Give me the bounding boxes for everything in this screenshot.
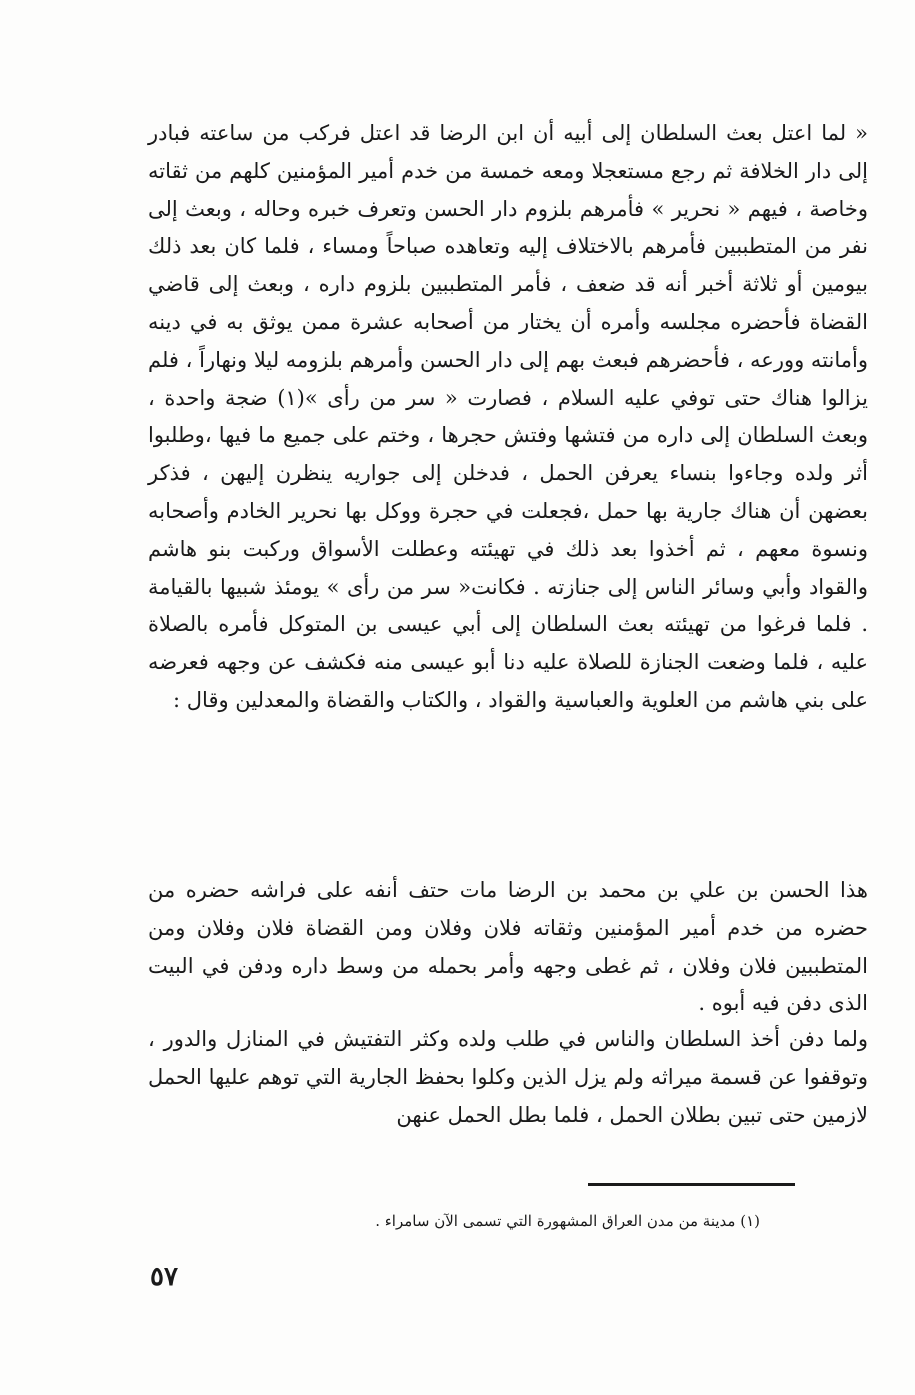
main-paragraph-3: ولما دفن أخذ السلطان والناس في طلب ولده وكثر التفتيش في المنازل والدور ، وتوقفوا عن قسمة ميراثه ولم يزل الذين وكلوا بحفظ الجارية التي توهم عليها الحمل لازمين حتى تبين بطلان الحمل ، فلما بطل الحمل عنهن xyxy=(148,1027,868,1127)
page-number: ٥٧ xyxy=(150,1262,178,1292)
main-paragraph-2: هذا الحسن بن علي بن محمد بن الرضا مات حتف أنفه على فراشه حضره من حضره من خدم أمير المؤمنين وثقاته فلان وفلان ومن القضاة فلان وفلان ومن المتطببين فلان وفلان ، ثم غطى وجهه وأمر بحمله من وسط داره ودفن في البيت الذى دفن فيه أبوه . xyxy=(148,878,868,1016)
main-paragraph-1: « لما اعتل بعث السلطان إلى أبيه أن ابن الرضا قد اعتل فركب من ساعته فبادر إلى دار الخلافة ثم رجع مستعجلا ومعه خمسة من خدم أمير المؤمنين كلهم من ثقاته وخاصة ، فيهم « نحرير » فأمرهم بلزوم دار الحسن وتعرف خبره وحاله ، وبعث إلى نفر من المتطببين فأمرهم بالاختلاف إليه وتعاهده صباحاً ومساء ، فلما كان بعد ذلك بيومين أو ثلاثة أخبر أنه قد ضعف ، فأمر المتطببين بلزوم داره ، وبعث إلى قاضي القضاة فأحضره مجلسه وأمره أن يختار من أصحابه عشرة ممن يوثق به في دينه وأمانته وورعه ، فأحضرهم فبعث بهم إلى دار الحسن وأمرهم بلزومه ليلا ونهاراً ، فلم يزالوا هناك حتى توفي عليه السلام ، فصارت « سر من رأى »(١) ضجة واحدة ، وبعث السلطان إلى داره من فتشها وفتش حجرها ، وختم على جميع ما فيها ،وطلبوا أثر ولده وجاءوا بنساء يعرفن الحمل ، فدخلن إلى جواريه ينظرن إليهن ، فذكر بعضهن أن هناك جارية بها حمل ،فجعلت في حجرة ووكل بها نحرير الخادم وأصحابه ونسوة معهم ، ثم أخذوا بعد ذلك في تهيئته وعطلت الأسواق وركبت بنو هاشم والقواد وأبي وسائر الناس إلى جنازته . فكانت« سر من رأى » يومئذ شبيها بالقيامة . فلما فرغوا من تهيئته بعث السلطان إلى أبي عيسى بن المتوكل فأمره بالصلاة عليه ، فلما وضعت الجنازة للصلاة عليه دنا أبو عيسى منه فكشف عن وجهه فعرضه على بني هاشم من العلوية والعباسية والقواد ، والكتاب والقضاة والمعدلين وقال : xyxy=(148,121,868,712)
footnote-divider xyxy=(588,1183,795,1186)
footnote: (١) مدينة من مدن العراق المشهورة التي تسمى الآن سامراء . xyxy=(375,1212,760,1230)
